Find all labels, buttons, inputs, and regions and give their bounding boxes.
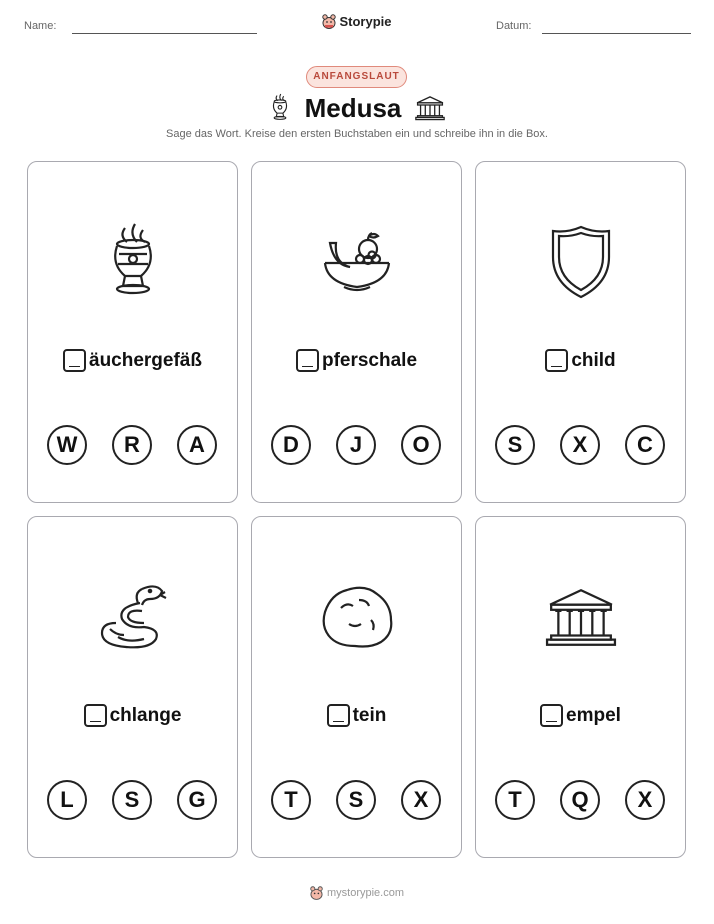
word-row [476,349,685,372]
word-card [27,516,238,858]
title-row [0,90,714,126]
word-row [252,704,461,727]
card-picture [28,575,237,659]
incense-burner-icon [269,93,291,123]
date-line[interactable] [542,33,691,34]
shield-icon [549,224,613,300]
letter-options [271,780,441,820]
incense-burner-icon [103,222,163,302]
brand-logo [0,13,714,34]
word-row [252,349,461,372]
letter-option[interactable]: G [177,780,217,820]
letter-option[interactable]: X [401,780,441,820]
letter-option[interactable]: C [625,425,665,465]
footer [0,885,714,900]
letter-options [47,780,217,820]
answer-box[interactable] [540,704,563,727]
answer-box[interactable] [296,349,319,372]
letter-option[interactable]: J [336,425,376,465]
page-title: Medusa [304,92,402,123]
letter-option[interactable]: S [112,780,152,820]
word-card [475,161,686,503]
category-tag: ANFANGSLAUT [306,66,407,88]
word-row [28,704,237,727]
letter-option[interactable]: S [336,780,376,820]
word-row [28,349,237,372]
word-stem: tein [352,704,387,726]
letter-options [271,425,441,465]
letter-option[interactable]: A [177,425,217,465]
word-stem: chlange [109,704,182,726]
letter-option[interactable]: W [47,425,87,465]
instructions: Sage das Wort. Kreise den ersten Buchstaben ein und schreibe ihn in die Box. [166,128,548,140]
letter-option[interactable]: T [495,780,535,820]
fruit-bowl-icon [322,227,392,297]
card-picture [252,575,461,659]
footer-url[interactable]: mystorypie.com [326,886,405,899]
card-picture [28,220,237,304]
answer-box[interactable] [545,349,568,372]
letter-option[interactable]: X [625,780,665,820]
letter-option[interactable]: O [401,425,441,465]
brand-name: Storypie [339,13,392,29]
answer-box[interactable] [327,704,350,727]
letter-option[interactable]: X [560,425,600,465]
stone-icon [319,584,395,650]
answer-box[interactable] [63,349,86,372]
word-stem: empel [566,704,621,726]
letter-options [47,425,217,465]
word-card [27,161,238,503]
card-picture [476,575,685,659]
mascot-icon [310,885,323,900]
letter-option[interactable]: L [47,780,87,820]
letter-option[interactable]: D [271,425,311,465]
letter-options [495,780,665,820]
word-card [251,516,462,858]
name-label: Name: [24,20,57,32]
date-label: Datum: [496,20,532,32]
word-stem: pferschale [321,349,418,371]
card-picture [476,220,685,304]
letter-option[interactable]: Q [560,780,600,820]
letter-option[interactable]: T [271,780,311,820]
word-card [475,516,686,858]
letter-options [495,425,665,465]
word-card [251,161,462,503]
temple-icon [545,585,617,649]
answer-box[interactable] [84,704,107,727]
card-picture [252,220,461,304]
temple-icon [415,95,445,121]
mascot-icon [322,13,336,29]
word-stem: child [571,349,616,371]
letter-option[interactable]: R [112,425,152,465]
letter-option[interactable]: S [495,425,535,465]
word-stem: äuchergefäß [89,349,202,371]
word-row [476,704,685,727]
snake-icon [98,581,168,653]
